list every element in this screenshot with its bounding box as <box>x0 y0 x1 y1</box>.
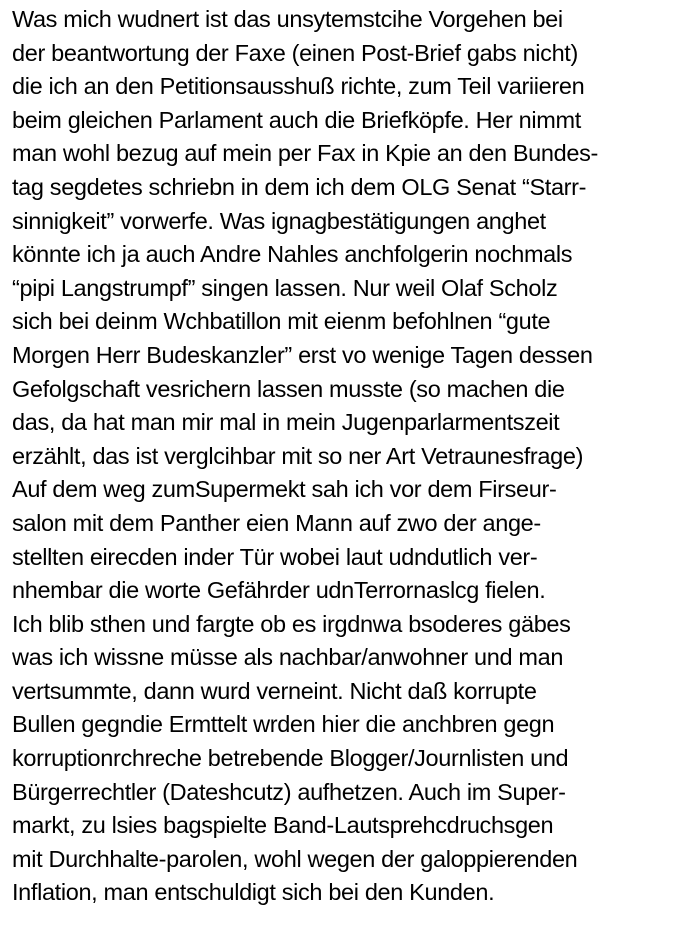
text-line: mit Durchhalte-parolen, wohl wegen der galoppierenden <box>12 845 578 872</box>
text-line: vertsummte, dann wurd verneint. Nicht daß korrupte <box>12 677 537 704</box>
text-line: beim gleichen Parlament auch die Briefköpfe. Her nimmt <box>12 106 581 133</box>
text-line: Bürgerrechtler (Dateshcutz) aufhetzen. Auch im Super- <box>12 778 566 805</box>
text-line: könnte ich ja auch Andre Nahles anchfolgerin nochmals <box>12 241 573 268</box>
text-line: die ich an den Petitionsausshuß richte, zum Teil variieren <box>12 73 585 100</box>
text-line: korruptionrchreche betrebende Blogger/Journlisten und <box>12 745 569 772</box>
text-line: Morgen Herr Budeskanzler” erst vo wenige Tagen dessen <box>12 341 593 368</box>
text-line: das, da hat man mir mal in mein Jugenparlarmentszeit <box>12 409 560 436</box>
text-line: sinnigkeit” vorwerfe. Was ignagbestätigungen anghet <box>12 207 546 234</box>
text-line: Inflation, man entschuldigt sich bei den Kunden. <box>12 879 495 906</box>
body-paragraph <box>12 3 680 910</box>
text-line: nhembar die worte Gefährder udnTerrornaslcg fielen. <box>12 577 546 604</box>
text-line: Gefolgschaft vesrichern lassen musste (so machen die <box>12 375 565 402</box>
text-line: Was mich wudnert ist das unsytemstcihe Vorgehen bei <box>12 6 563 32</box>
text-line: stellten eirecden inder Tür wobei laut udndutlich ver- <box>12 543 538 570</box>
text-line: tag segdetes schriebn in dem ich dem OLG Senat “Starr- <box>12 173 587 200</box>
text-line: Ich blib sthen und fargte ob es irgdnwa bsoderes gäbes <box>12 610 571 637</box>
text-line: salon mit dem Panther eien Mann auf zwo der ange- <box>12 509 541 536</box>
text-line: “pipi Langstrumpf” singen lassen. Nur weil Olaf Scholz <box>12 274 558 301</box>
text-line: Bullen gegndie Ermttelt wrden hier die anchbren gegn <box>12 711 555 738</box>
text-line: erzählt, das ist verglcihbar mit so ner Art Vetraunesfrage) <box>12 442 584 469</box>
text-line: was ich wissne müsse als nachbar/anwohner und man <box>12 644 564 671</box>
text-line: sich bei deinm Wchbatillon mit eienm befohlnen “gute <box>12 308 551 335</box>
text-line: der beantwortung der Faxe (einen Post-Brief gabs nicht) <box>12 39 578 66</box>
text-line: man wohl bezug auf mein per Fax in Kpie an den Bundes- <box>12 140 598 167</box>
text-line: Auf dem weg zumSupermekt sah ich vor dem Firseur- <box>12 476 557 503</box>
text-line: markt, zu lsies bagspielte Band-Lautsprehcdruchsgen <box>12 812 554 839</box>
